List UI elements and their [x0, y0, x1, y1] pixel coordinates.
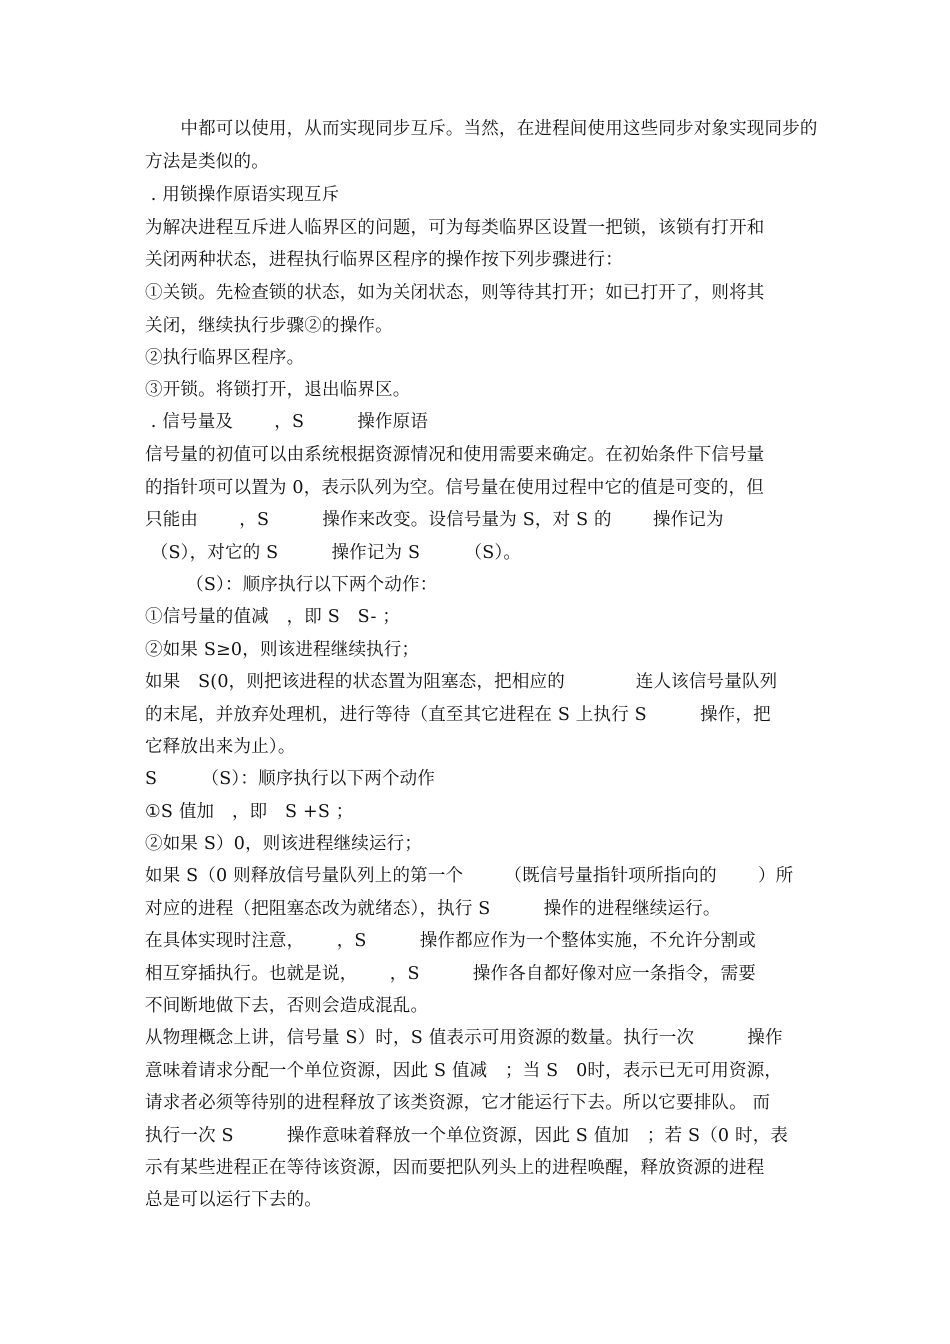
text-line: S （S）：顺序执行以下两个动作	[145, 769, 436, 789]
text-line: 如果 S(0，则把该进程的状态置为阻塞态，把相应的 连人该信号量队列	[145, 672, 778, 692]
text-line: ②如果 S）0，则该进程继续运行；	[145, 834, 423, 854]
text-line: 在具体实现时注意， ，S 操作都应作为一个整体实施，不允许分割或	[145, 931, 756, 951]
text-line: 它释放出来为止）。	[145, 737, 296, 757]
text-line: 关闭，继续执行步骤②的操作。	[145, 316, 393, 336]
text-line: ②如果 S≥0，则该进程继续执行；	[145, 640, 420, 660]
text-line: 中都可以使用，从而实现同步互斥。当然，在进程间使用这些同步对象实现同步的	[145, 119, 818, 139]
text-line: 请求者必须等待别的进程释放了该类资源，它才能运行下去。所以它要排队。 而	[145, 1093, 771, 1113]
text-line: 不间断地做下去，否则会造成混乱。	[145, 996, 429, 1016]
text-line: 关闭两种状态，进程执行临界区程序的操作按下列步骤进行：	[145, 250, 623, 270]
text-line: 的指针项可以置为 0，表示队列为空。信号量在使用过程中它的值是可变的，但	[145, 478, 764, 498]
text-line: （S）：顺序执行以下两个动作：	[145, 575, 438, 595]
text-line: ②执行临界区程序。	[145, 348, 305, 368]
text-line: 执行一次 S 操作意味着释放一个单位资源，因此 S 值加 ；若 S（0 时，表	[145, 1126, 789, 1146]
text-line: 如果 S（0 则释放信号量队列上的第一个 （既信号量指针项所指向的 ）所	[145, 866, 794, 886]
text-line: ③开锁。将锁打开，退出临界区。	[145, 380, 411, 400]
text-line: 为解决进程互斥进人临界区的问题，可为每类临界区设置一把锁，该锁有打开和	[145, 218, 765, 238]
text-line: 方法是类似的。	[145, 152, 269, 172]
text-line: （S），对它的 S 操作记为 S （S）。	[145, 543, 522, 563]
text-line: 的末尾，并放弃处理机，进行等待（直至其它进程在 S 上执行 S 操作，把	[145, 705, 771, 725]
text-line: ①S 值加 ，即 S +S ；	[145, 802, 354, 822]
section-heading: . 信号量及 ，S 操作原语	[145, 412, 429, 432]
text-line: 相互穿插执行。也就是说， ，S 操作各自都好像对应一条指令，需要	[145, 964, 756, 984]
text-line: 信号量的初值可以由系统根据资源情况和使用需要来确定。在初始条件下信号量	[145, 445, 765, 465]
text-line: 只能由 ，S 操作来改变。设信号量为 S，对 S 的 操作记为	[145, 510, 724, 530]
text-line: 示有某些进程正在等待该资源，因而要把队列头上的进程唤醒，释放资源的进程	[145, 1158, 765, 1178]
text-line: 意味着请求分配一个单位资源，因此 S 值减 ；当 S 0时，表示已无可用资源，	[145, 1061, 783, 1081]
text-line: ①关锁。先检查锁的状态，如为关闭状态，则等待其打开；如已打开了，则将其	[145, 283, 765, 303]
text-line: 对应的进程（把阻塞态改为就绪态），执行 S 操作的进程继续运行。	[145, 899, 721, 919]
text-line: 从物理概念上讲，信号量 S）时，S 值表示可用资源的数量。执行一次 操作	[145, 1028, 783, 1048]
section-heading: . 用锁操作原语实现互斥	[145, 185, 340, 205]
text-line: ①信号量的值减 ，即 S S- ；	[145, 607, 401, 627]
text-line: 总是可以运行下去的。	[145, 1190, 322, 1210]
